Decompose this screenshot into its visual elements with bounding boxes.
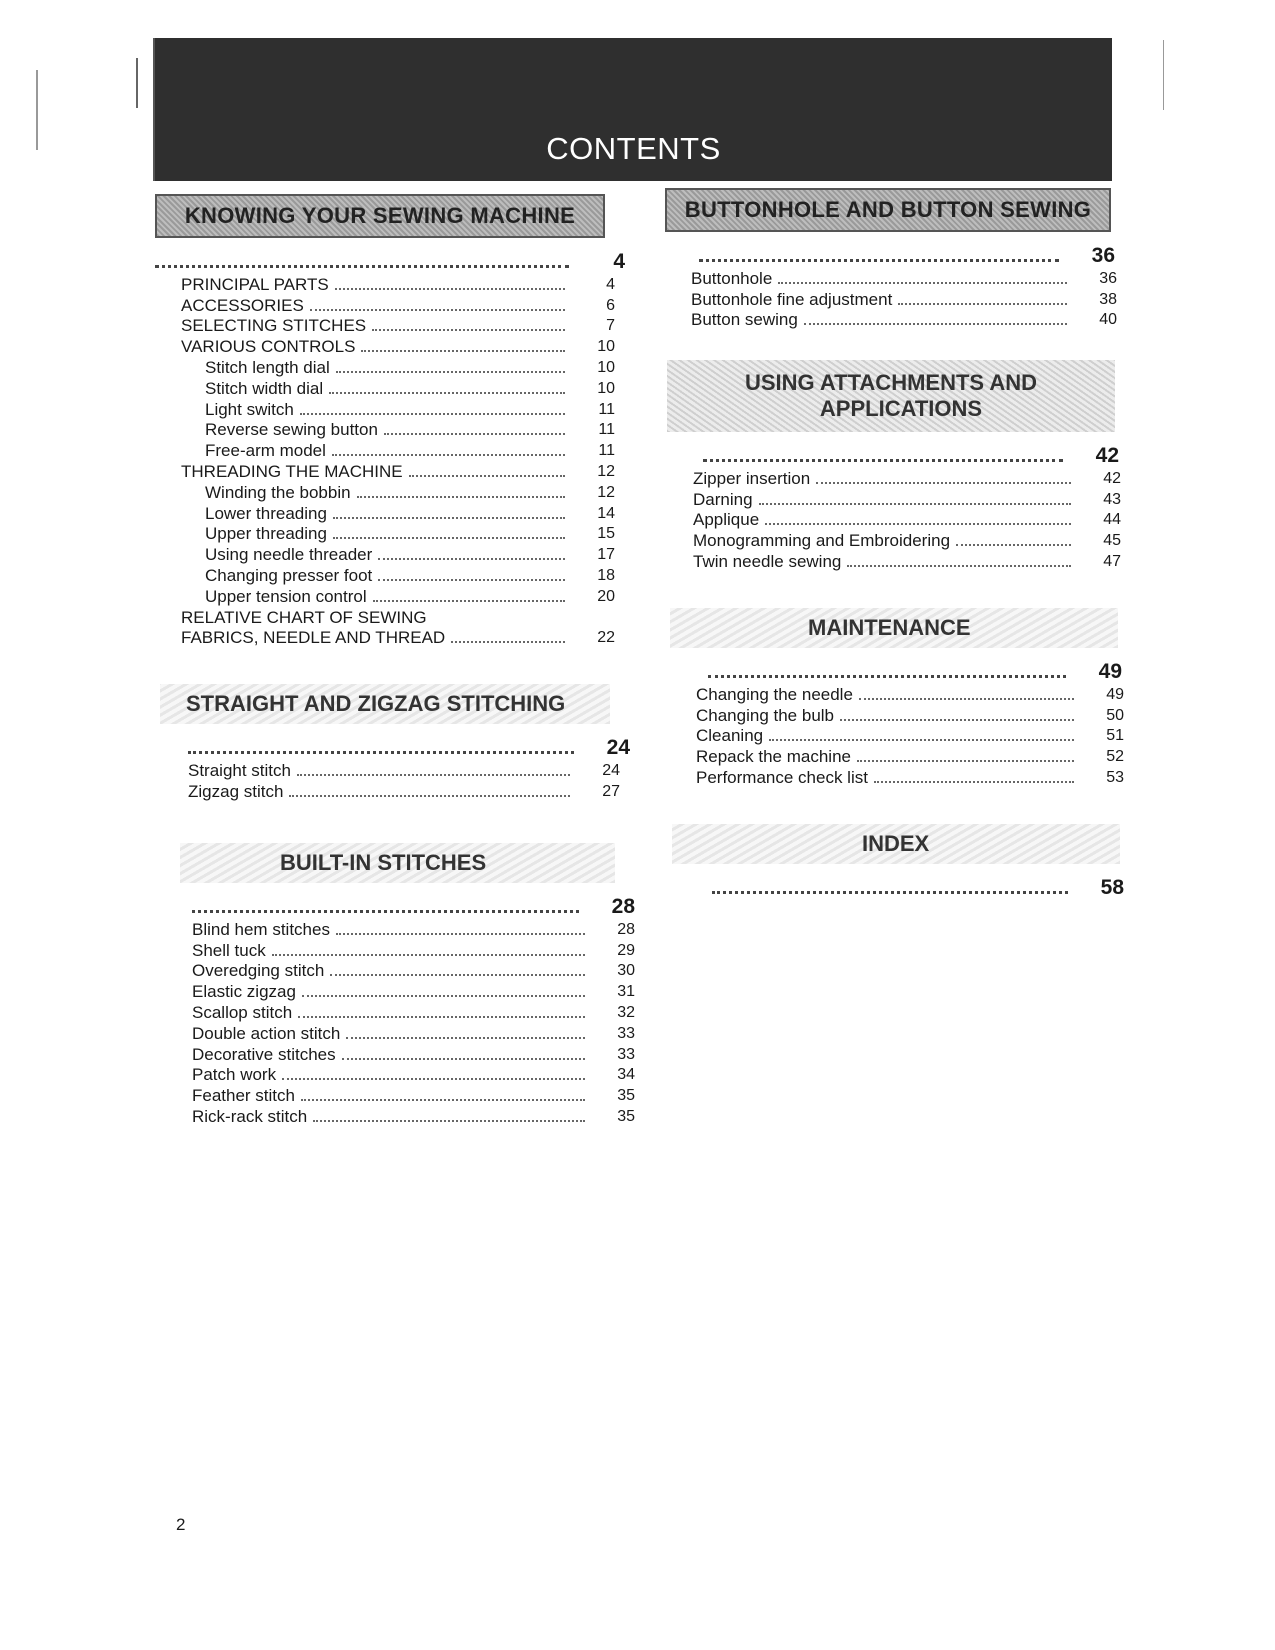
toc-entry[interactable]: Changing the needle 49 bbox=[696, 684, 1124, 704]
toc-entry[interactable]: Buttonhole fine adjustment 38 bbox=[691, 289, 1117, 309]
section-heading: BUILT-IN STITCHES bbox=[180, 843, 615, 883]
section-page: 24 bbox=[606, 736, 630, 759]
toc-entry[interactable]: VARIOUS CONTROLS 10 bbox=[181, 337, 615, 357]
toc-entry[interactable]: Overedging stitch 30 bbox=[192, 961, 635, 981]
toc-entry[interactable]: Blind hem stitches 28 bbox=[192, 919, 635, 939]
toc-entry[interactable]: Performance check list 53 bbox=[696, 767, 1124, 787]
toc-entry[interactable]: Light switch 11 bbox=[205, 399, 615, 419]
toc-entry[interactable]: PRINCIPAL PARTS 4 bbox=[181, 274, 615, 294]
section-leader bbox=[155, 244, 625, 274]
toc-entry[interactable]: Feather stitch 35 bbox=[192, 1086, 635, 1106]
section-heading: BUTTONHOLE AND BUTTON SEWING bbox=[665, 188, 1111, 232]
toc-entry[interactable]: Patch work 34 bbox=[192, 1065, 635, 1085]
toc-entry[interactable]: Zigzag stitch 27 bbox=[188, 781, 620, 801]
section-straight bbox=[160, 684, 630, 802]
section-heading bbox=[667, 360, 1115, 432]
section-page: 49 bbox=[1098, 660, 1122, 683]
toc-entry[interactable]: Twin needle sewing 47 bbox=[693, 551, 1121, 571]
toc-entry[interactable]: SELECTING STITCHES 7 bbox=[181, 316, 615, 336]
toc-entry[interactable]: Monogramming and Embroidering 45 bbox=[693, 531, 1121, 551]
toc-entry[interactable]: Rick-rack stitch 35 bbox=[192, 1106, 635, 1126]
toc-entry[interactable]: Applique 44 bbox=[693, 510, 1121, 530]
toc-entry[interactable]: Shell tuck 29 bbox=[192, 940, 635, 960]
section-leader bbox=[667, 438, 1119, 468]
contents-banner bbox=[153, 38, 1112, 181]
section-leader bbox=[180, 889, 635, 919]
toc-entry[interactable]: FABRICS, NEEDLE AND THREAD 22 bbox=[181, 628, 615, 648]
section-page: 42 bbox=[1095, 444, 1119, 467]
section-heading: KNOWING YOUR SEWING MACHINE bbox=[155, 194, 605, 238]
toc-entry[interactable]: Cleaning 51 bbox=[696, 726, 1124, 746]
toc-entry[interactable]: Upper threading 15 bbox=[205, 524, 615, 544]
toc-entry[interactable]: Darning 43 bbox=[693, 489, 1121, 509]
toc-entry[interactable]: Buttonhole 36 bbox=[691, 268, 1117, 288]
toc-entry[interactable]: ACCESSORIES 6 bbox=[181, 295, 615, 315]
toc-entry[interactable]: Zipper insertion 42 bbox=[693, 468, 1121, 488]
toc-entry[interactable]: Scallop stitch 32 bbox=[192, 1002, 635, 1022]
toc-entry[interactable]: Button sewing 40 bbox=[691, 310, 1117, 330]
toc-entry[interactable]: Changing the bulb 50 bbox=[696, 705, 1124, 725]
section-leader bbox=[672, 870, 1124, 900]
toc-entry[interactable]: THREADING THE MACHINE 12 bbox=[181, 461, 615, 481]
section-index bbox=[672, 824, 1124, 900]
toc-entry[interactable]: Elastic zigzag 31 bbox=[192, 982, 635, 1002]
scan-mark bbox=[36, 70, 38, 150]
section-builtin bbox=[180, 843, 635, 1127]
section-maintenance bbox=[670, 608, 1124, 788]
toc-entry[interactable]: Free-arm model 11 bbox=[205, 441, 615, 461]
section-page: 58 bbox=[1100, 876, 1124, 899]
section-leader bbox=[670, 654, 1122, 684]
section-attachments bbox=[667, 360, 1121, 572]
toc-entry[interactable]: RELATIVE CHART OF SEWING bbox=[181, 607, 427, 627]
section-heading: MAINTENANCE bbox=[670, 608, 1118, 648]
section-knowing bbox=[155, 194, 625, 648]
toc-entry[interactable]: Winding the bobbin 12 bbox=[205, 482, 615, 502]
page-number: 2 bbox=[176, 1515, 186, 1534]
section-heading: INDEX bbox=[672, 824, 1120, 864]
section-leader bbox=[160, 730, 630, 760]
toc-entry[interactable]: Stitch width dial 10 bbox=[205, 378, 615, 398]
section-page: 28 bbox=[611, 895, 635, 918]
toc-entry[interactable]: Decorative stitches 33 bbox=[192, 1044, 635, 1064]
toc-entry[interactable]: Repack the machine 52 bbox=[696, 747, 1124, 767]
scan-mark bbox=[1163, 40, 1164, 110]
section-page: 4 bbox=[613, 250, 625, 273]
toc-entry[interactable]: Stitch length dial 10 bbox=[205, 357, 615, 377]
toc-entry[interactable]: Using needle threader 17 bbox=[205, 545, 615, 565]
toc-entry[interactable]: Changing presser foot 18 bbox=[205, 565, 615, 585]
toc-entry[interactable]: Straight stitch 24 bbox=[188, 760, 620, 780]
section-leader bbox=[665, 238, 1115, 268]
toc-entry[interactable]: Reverse sewing button 11 bbox=[205, 420, 615, 440]
section-heading: STRAIGHT AND ZIGZAG STITCHING bbox=[160, 684, 610, 724]
toc-entry[interactable]: Lower threading 14 bbox=[205, 503, 615, 523]
section-buttonhole bbox=[665, 188, 1117, 330]
section-page: 36 bbox=[1091, 244, 1115, 267]
page-title: CONTENTS bbox=[546, 131, 721, 166]
scan-mark bbox=[136, 58, 138, 108]
toc-entry[interactable]: Upper tension control 20 bbox=[205, 586, 615, 606]
toc-entry[interactable]: Double action stitch 33 bbox=[192, 1023, 635, 1043]
section-heading-line: USING ATTACHMENTS AND bbox=[744, 370, 1038, 395]
section-heading-line: APPLICATIONS bbox=[819, 396, 983, 421]
